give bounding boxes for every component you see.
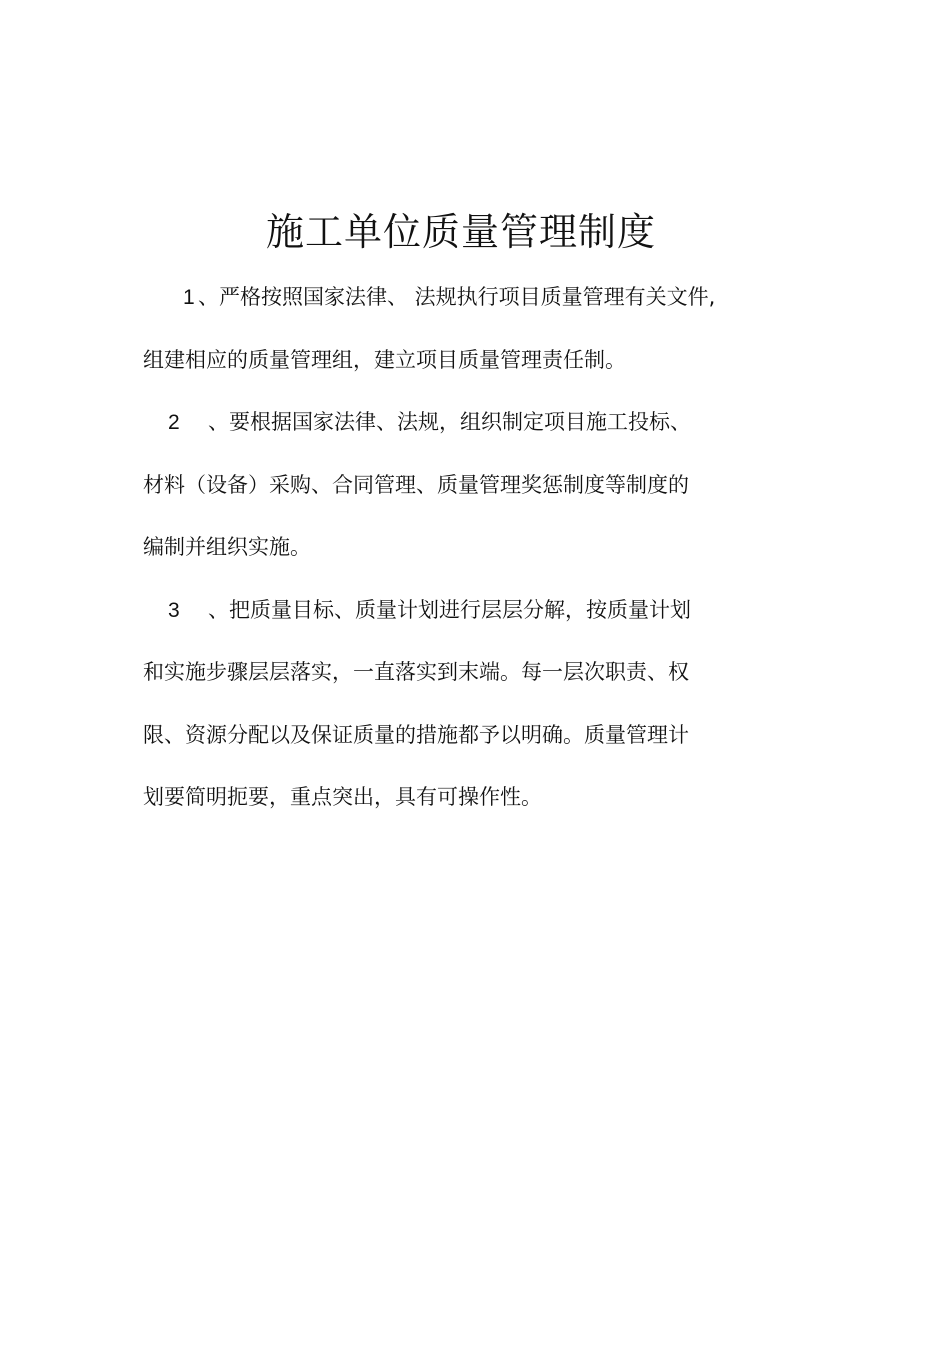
item-3-line-1 <box>168 595 691 626</box>
item-3-text-1: 、把质量目标、质量计划进行层层分解，按质量计划 <box>208 598 691 622</box>
document-title: 施工单位质量管理制度 <box>265 210 656 254</box>
item-1-number: 1 <box>183 286 195 309</box>
item-1-text-1: 、严格按照国家法律、 法规执行项目质量管理有关文件, <box>198 285 716 309</box>
item-2-line-2: 材料（设备）采购、合同管理、质量管理奖惩制度等制度的 <box>143 473 689 497</box>
item-3-line-4: 划要简明扼要，重点突出，具有可操作性。 <box>143 785 542 809</box>
item-3-number: 3 <box>168 599 180 622</box>
item-3-line-2: 和实施步骤层层落实，一直落实到末端。每一层次职责、权 <box>143 660 689 684</box>
item-2-text-1: 、要根据国家法律、法规，组织制定项目施工投标、 <box>208 410 691 434</box>
item-2-line-3: 编制并组织实施。 <box>143 535 311 559</box>
item-2-number: 2 <box>168 411 180 434</box>
item-2-line-1 <box>168 407 691 438</box>
item-1-line-2: 组建相应的质量管理组，建立项目质量管理责任制。 <box>143 348 626 372</box>
item-3-line-3: 限、资源分配以及保证质量的措施都予以明确。质量管理计 <box>143 723 689 747</box>
item-1-line-1 <box>183 282 715 313</box>
